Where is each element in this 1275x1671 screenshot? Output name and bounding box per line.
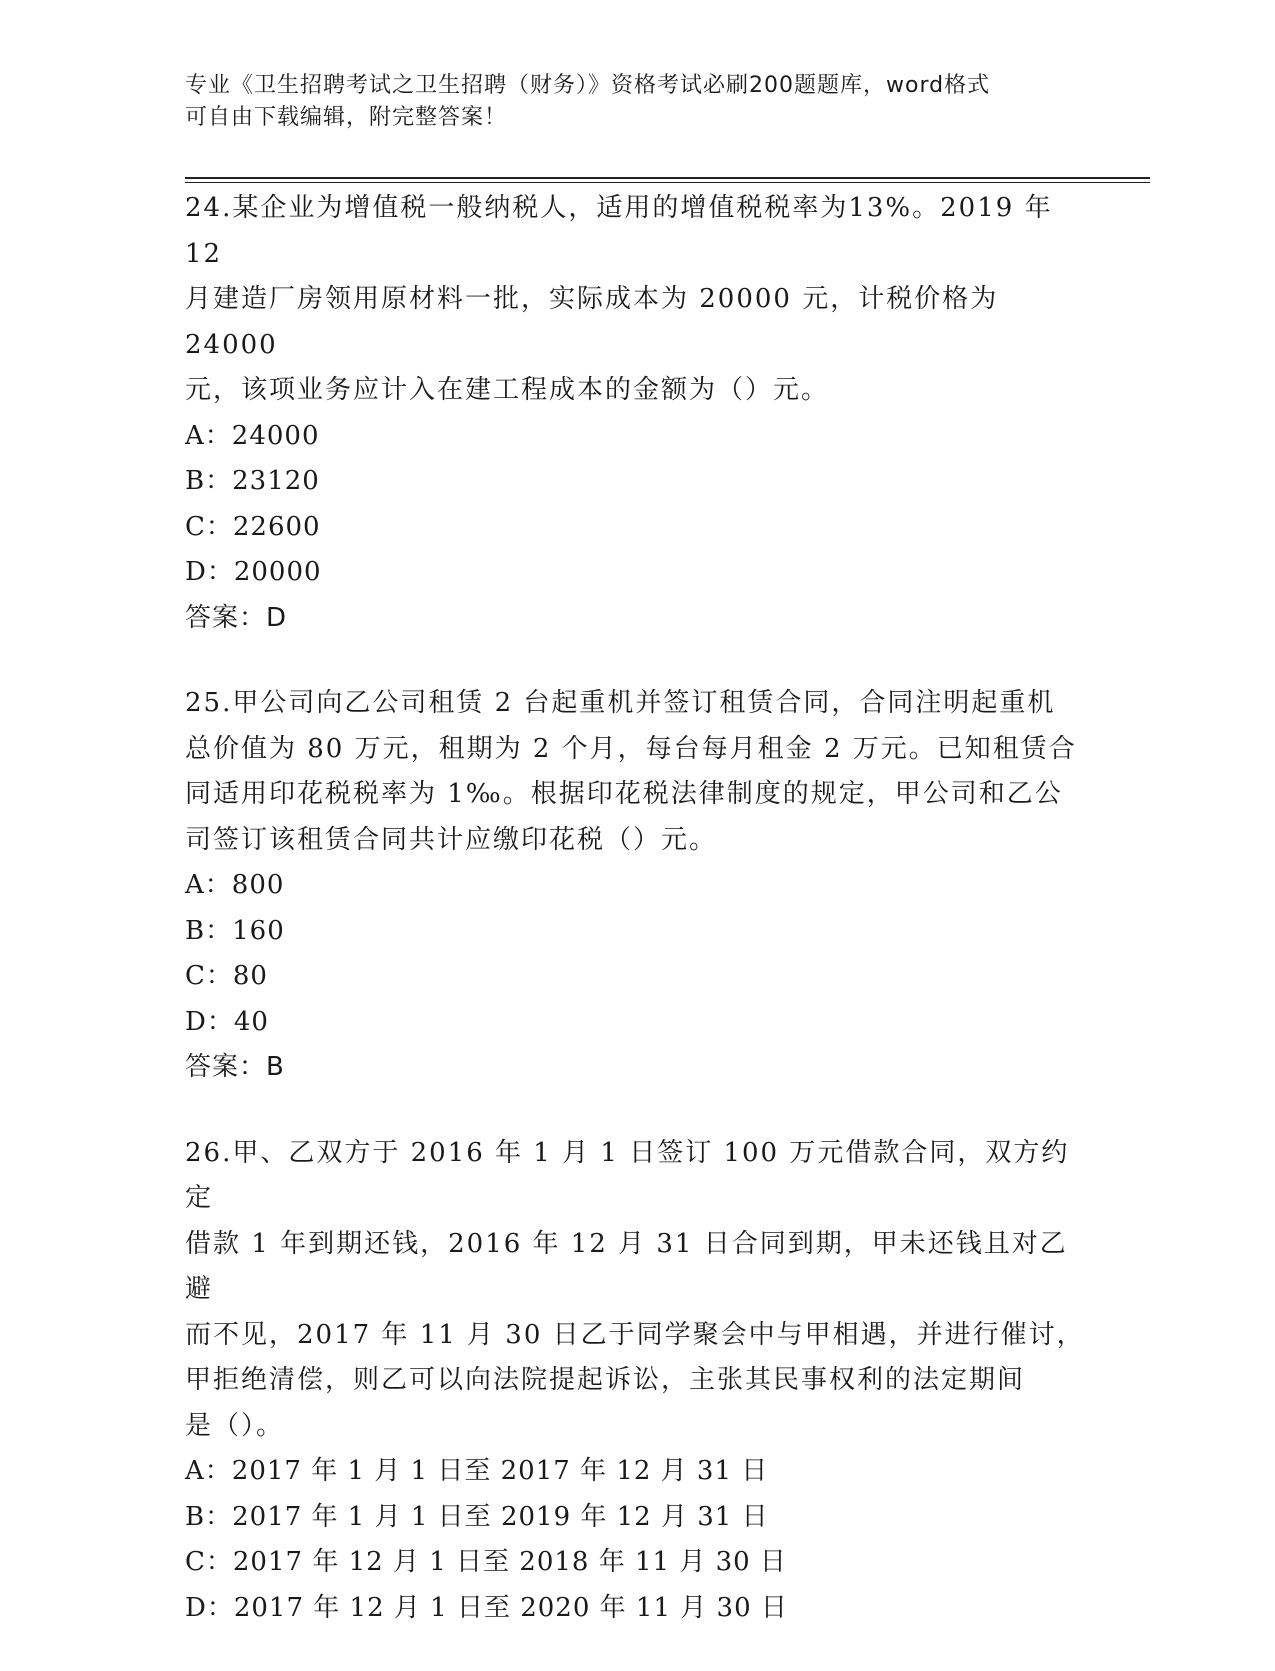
stem-line: 26.甲、乙双方于 2016 年 1 月 1 日签订 100 万元借款合同，双方约定 — [185, 1137, 1070, 1213]
header-divider-thin — [185, 182, 1150, 183]
stem-line: 司签订该租赁合同共计应缴印花税（）元。 — [185, 824, 718, 855]
option-c: C：2017 年 12 月 1 日至 2018 年 11 月 30 日 — [185, 1547, 787, 1577]
stem-line: 借款 1 年到期还钱，2016 年 12 月 31 日合同到期，甲未还钱且对乙避 — [185, 1228, 1068, 1304]
option-d: D：20000 — [185, 557, 322, 587]
option-a: A：2017 年 1 月 1 日至 2017 年 12 月 31 日 — [185, 1456, 769, 1486]
question-26 — [185, 1131, 1085, 1632]
stem-line: 24.某企业为增值税一般纳税人，适用的增值税税率为13%。2019 年 12 — [185, 193, 1053, 269]
stem-line: 总价值为 80 万元，租期为 2 个月，每台每月租金 2 万元。已知租赁合 — [185, 733, 1077, 764]
question-stem — [185, 1131, 1085, 1450]
option-b: B：160 — [185, 915, 285, 946]
option-d: D：40 — [185, 1006, 269, 1037]
question-stem — [185, 681, 1085, 863]
option-b: B：2017 年 1 月 1 日至 2019 年 12 月 31 日 — [185, 1501, 769, 1532]
header-line: 可自由下载编辑，附完整答案！ — [185, 105, 508, 130]
stem-line: 元，该项业务应计入在建工程成本的金额为（）元。 — [185, 375, 830, 405]
stem-line: 同适用印花税税率为 1‰。根据印花税法律制度的规定，甲公司和乙公 — [185, 779, 1063, 809]
option-c: C：80 — [185, 961, 268, 991]
stem-line: 甲拒绝清偿，则乙可以向法院提起诉讼，主张其民事权利的法定期间 — [185, 1365, 1026, 1395]
stem-line: 25.甲公司向乙公司租赁 2 台起重机并签订租赁合同，合同注明起重机 — [185, 688, 1056, 718]
question-24 — [185, 186, 1085, 641]
answer-line: 答案：B — [185, 1052, 285, 1082]
option-a: A：24000 — [185, 420, 320, 451]
option-a: A：800 — [185, 870, 285, 900]
question-stem — [185, 186, 1085, 414]
option-b: B：23120 — [185, 466, 320, 496]
option-c: C：22600 — [185, 511, 321, 542]
header-divider-thick — [185, 177, 1150, 179]
question-25 — [185, 681, 1085, 1091]
stem-line: 是（）。 — [185, 1410, 285, 1441]
answer-line: 答案：D — [185, 602, 288, 633]
stem-line: 而不见，2017 年 11 月 30 日乙于同学聚会中与甲相遇，并进行催讨， — [185, 1319, 1085, 1350]
stem-line: 月建造厂房领用原材料一批，实际成本为 20000 元，计税价格为 24000 — [185, 284, 999, 360]
question-list — [185, 186, 1085, 1671]
option-d: D：2017 年 12 月 1 日至 2020 年 11 月 30 日 — [185, 1592, 788, 1623]
header-line: 专业《卫生招聘考试之卫生招聘（财务）》资格考试必刷200题题库，word格式 — [185, 73, 991, 98]
document-header — [185, 70, 1085, 134]
